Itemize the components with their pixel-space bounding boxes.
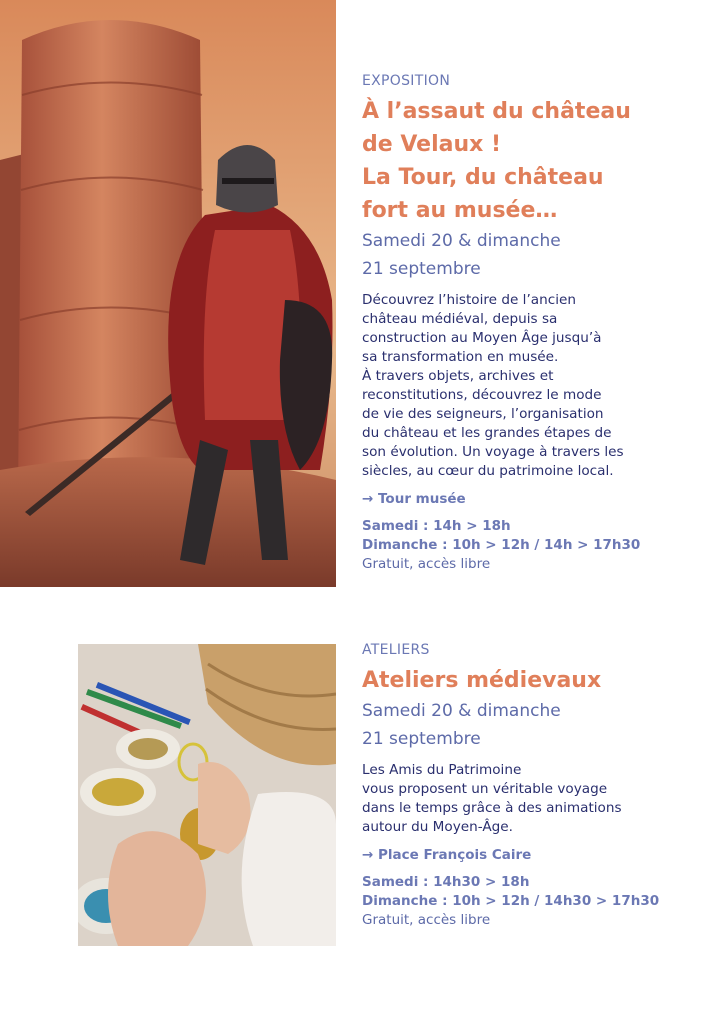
- schedule-line: Dimanche : 10h > 12h / 14h > 17h30: [362, 537, 641, 553]
- event-title: [362, 95, 707, 227]
- schedule-line: Samedi : 14h30 > 18h: [362, 874, 530, 890]
- event-description: [362, 291, 707, 481]
- title-line: de Velaux !: [362, 132, 502, 157]
- event-date: [362, 227, 707, 283]
- description-line: sa transformation en musée.: [362, 349, 559, 365]
- title-line: À l’assaut du château: [362, 99, 631, 124]
- schedule-line: Samedi : 14h > 18h: [362, 518, 511, 534]
- event-price: Gratuit, accès libre: [362, 912, 491, 928]
- description-line: Découvrez l’histoire de l’ancien: [362, 292, 576, 308]
- event-title: [362, 664, 707, 697]
- description-line: construction au Moyen Âge jusqu’à: [362, 330, 602, 346]
- description-line: siècles, au cœur du patrimoine local.: [362, 463, 614, 479]
- description-line: son évolution. Un voyage à travers les: [362, 444, 624, 460]
- description-line: vous proposent un véritable voyage: [362, 781, 608, 797]
- category-label: EXPOSITION: [362, 73, 451, 89]
- event-date: [362, 697, 707, 753]
- description-line: dans le temps grâce à des animations: [362, 800, 622, 816]
- description-line: À travers objets, archives et: [362, 368, 554, 384]
- date-line: 21 septembre: [362, 729, 481, 749]
- description-line: autour du Moyen-Âge.: [362, 819, 513, 835]
- schedule-line: Dimanche : 10h > 12h / 14h30 > 17h30: [362, 893, 660, 909]
- description-line: de vie des seigneurs, l’organisation: [362, 406, 604, 422]
- event-ateliers: [362, 642, 707, 930]
- craft-workshop-photo: [78, 644, 336, 946]
- description-line: reconstitutions, découvrez le mode: [362, 387, 602, 403]
- event-location: → Tour musée: [362, 491, 466, 507]
- description-line: château médiéval, depuis sa: [362, 311, 558, 327]
- description-line: Les Amis du Patrimoine: [362, 762, 522, 778]
- date-line: 21 septembre: [362, 259, 481, 279]
- event-description: [362, 761, 707, 837]
- description-line: du château et les grandes étapes de: [362, 425, 612, 441]
- date-line: Samedi 20 & dimanche: [362, 231, 561, 251]
- category-label: ATELIERS: [362, 642, 430, 658]
- title-line: Ateliers médievaux: [362, 668, 602, 693]
- event-price: Gratuit, accès libre: [362, 556, 491, 572]
- title-line: fort au musée…: [362, 198, 558, 223]
- knight-castle-illustration: [0, 0, 336, 587]
- title-line: La Tour, du château: [362, 165, 604, 190]
- event-location: → Place François Caire: [362, 847, 532, 863]
- date-line: Samedi 20 & dimanche: [362, 701, 561, 721]
- event-exposition: [362, 73, 707, 574]
